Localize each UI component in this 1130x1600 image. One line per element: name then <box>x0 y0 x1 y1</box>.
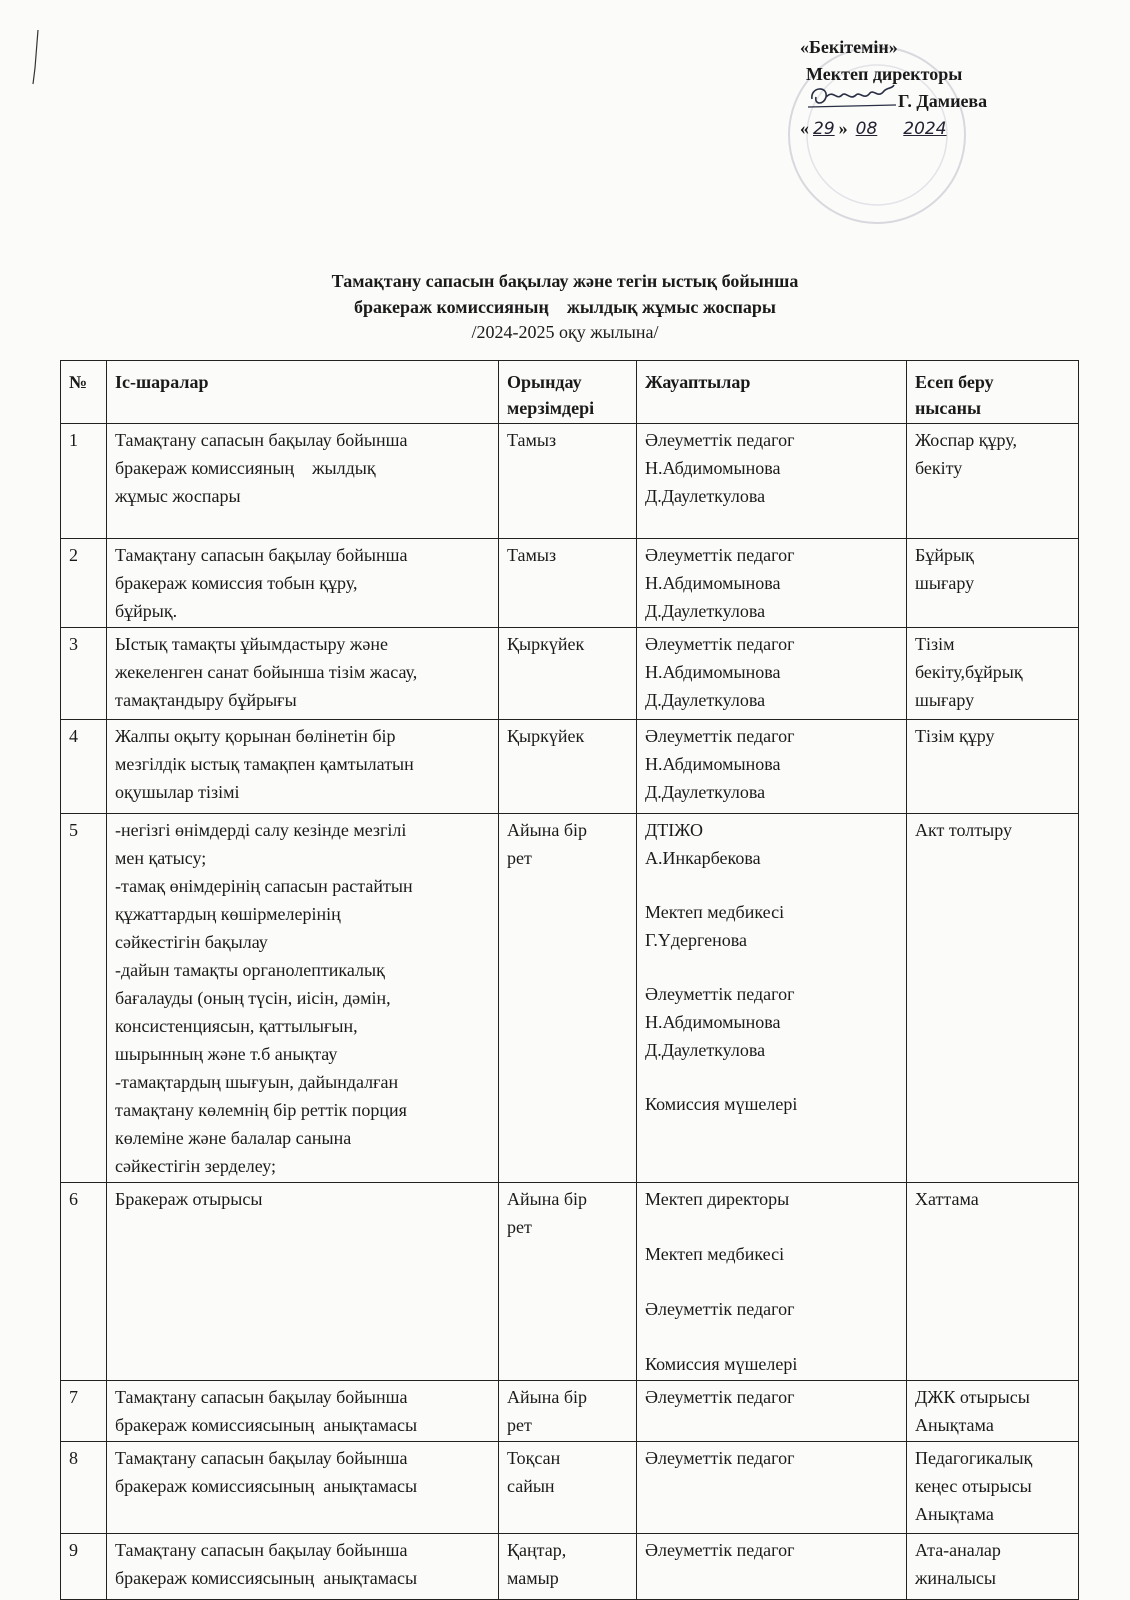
report-line: Жоспар құру, <box>915 430 1017 450</box>
responsible-line: Әлеуметтік педагог <box>645 1299 795 1319</box>
activity-line: консистенциясын, қаттылығын, <box>115 1016 358 1036</box>
report-line: Акт толтыру <box>915 820 1012 840</box>
cell-num: 9 <box>61 1534 107 1600</box>
cell-num: 7 <box>61 1381 107 1442</box>
cell-activity <box>107 1381 499 1442</box>
date-month: 08 <box>855 119 878 139</box>
responsible-line: Әлеуметтік педагог <box>645 1387 795 1407</box>
activity-line: -негізгі өнімдерді салу кезінде мезгілі <box>115 820 407 840</box>
term-line: Айына бір <box>507 820 588 840</box>
header-report-line: нысаны <box>915 398 982 418</box>
header-term-line: мерзімдері <box>507 398 595 418</box>
cell-report <box>907 424 1079 539</box>
header-report <box>907 361 1079 424</box>
activity-line: Ыстық тамақты ұйымдастыру және <box>115 634 388 654</box>
activity-line: құжаттардың көшірмелерінің <box>115 904 341 924</box>
responsible-line: Д.Даулеткулова <box>645 601 766 621</box>
cell-activity <box>107 1534 499 1600</box>
cell-responsible <box>637 1442 907 1534</box>
cell-report <box>907 1183 1079 1381</box>
report-line: жиналысы <box>915 1568 997 1588</box>
responsible-line: А.Инкарбекова <box>645 848 761 868</box>
term-line: Айына бір <box>507 1387 588 1407</box>
responsible-line: Д.Даулеткулова <box>645 1040 766 1060</box>
table-header-row <box>61 361 1079 424</box>
director-title: Мектеп директоры <box>806 64 963 84</box>
activity-line: жекеленген санат бойынша тізім жасау, <box>115 662 418 682</box>
cell-num: 1 <box>61 424 107 539</box>
report-line: Тізім құру <box>915 726 995 746</box>
table-row <box>61 1381 1079 1442</box>
responsible-line: Н.Абдимомынова <box>645 662 781 682</box>
cell-num: 3 <box>61 628 107 720</box>
activity-line: тамақтану көлемнің бір реттік порция <box>115 1100 407 1120</box>
document-title <box>0 268 1130 320</box>
responsible-line: Әлеуметтік педагог <box>645 634 795 654</box>
director-signature-line <box>800 88 1100 115</box>
director-name: Г. Дамиева <box>898 91 988 111</box>
report-line: ДЖК отырысы <box>915 1387 1030 1407</box>
table-row <box>61 720 1079 814</box>
term-line: Тамыз <box>507 545 557 565</box>
approval-block <box>800 34 1100 143</box>
document-year: /2024-2025 оқу жылына/ <box>471 322 659 342</box>
cell-report <box>907 628 1079 720</box>
responsible-line: Д.Даулеткулова <box>645 782 766 802</box>
term-line: Айына бір <box>507 1189 588 1209</box>
activity-line: бракераж комиссиясының анықтамасы <box>115 1476 418 1496</box>
responsible-line: Комиссия мүшелері <box>645 1094 798 1114</box>
activity-line: бағалауды (оның түсін, иісін, дәмін, <box>115 988 391 1008</box>
term-line: сайын <box>507 1476 555 1496</box>
cell-responsible <box>637 1183 907 1381</box>
table-body <box>61 424 1079 1600</box>
report-line: Ата-аналар <box>915 1540 1001 1560</box>
activity-line: мезгілдік ыстық тамақпен қамтылатын <box>115 754 414 774</box>
header-activity: Іс-шаралар <box>107 361 499 424</box>
term-line: рет <box>507 1217 532 1237</box>
activity-line: шырынның және т.б анықтау <box>115 1044 338 1064</box>
report-line: кеңес отырысы <box>915 1476 1032 1496</box>
activity-line: сәйкестігін зерделеу; <box>115 1156 277 1176</box>
report-line: Анықтама <box>915 1504 994 1524</box>
group-spacer <box>645 1213 898 1240</box>
cell-num: 8 <box>61 1442 107 1534</box>
responsible-line: Д.Даулеткулова <box>645 690 766 710</box>
cell-term <box>499 814 637 1183</box>
activity-line: бракераж комиссияның жылдық <box>115 458 376 478</box>
term-line: Тамыз <box>507 430 557 450</box>
cell-activity <box>107 628 499 720</box>
table-row <box>61 1183 1079 1381</box>
activity-line: -тамақ өнімдерінің сапасын растайтын <box>115 876 413 896</box>
term-line: Қаңтар, <box>507 1540 567 1560</box>
date-year: 2024 <box>903 119 947 139</box>
header-term-line: Орындау <box>507 372 582 392</box>
activity-line: сәйкестігін бақылау <box>115 932 268 952</box>
work-plan-table <box>60 360 1079 1600</box>
group-spacer <box>645 954 898 980</box>
activity-line: бракераж комиссия тобын құру, <box>115 573 358 593</box>
cell-activity <box>107 720 499 814</box>
activity-line: Тамақтану сапасын бақылау бойынша <box>115 430 408 450</box>
activity-line: Тамақтану сапасын бақылау бойынша <box>115 545 408 565</box>
pen-mark <box>30 28 40 88</box>
activity-line: -дайын тамақты органолептикалық <box>115 960 385 980</box>
header-responsible: Жауаптылар <box>637 361 907 424</box>
activity-line: бракераж комиссиясының анықтамасы <box>115 1568 418 1588</box>
responsible-line: Мектеп медбикесі <box>645 1244 785 1264</box>
report-line: бекіту,бұйрық <box>915 662 1023 682</box>
activity-line: -тамақтардың шығуын, дайындалған <box>115 1072 399 1092</box>
term-line: Қыркүйек <box>507 726 585 746</box>
handwritten-signature <box>806 89 898 111</box>
table-row <box>61 814 1079 1183</box>
header-num: № <box>61 361 107 424</box>
cell-activity <box>107 539 499 628</box>
activity-line: тамақтандыру бұйрығы <box>115 690 297 710</box>
responsible-line: Әлеуметтік педагог <box>645 726 795 746</box>
activity-line: Тамақтану сапасын бақылау бойынша <box>115 1448 408 1468</box>
report-line: шығару <box>915 690 975 710</box>
cell-num: 4 <box>61 720 107 814</box>
activity-line: көлеміне және балалар санына <box>115 1128 352 1148</box>
title-line-2: бракераж комиссияның жылдық жұмыс жоспары <box>354 297 776 317</box>
cell-responsible <box>637 539 907 628</box>
cell-responsible <box>637 424 907 539</box>
responsible-line: Н.Абдимомынова <box>645 1012 781 1032</box>
approval-heading: «Бекітемін» <box>800 37 898 57</box>
report-line: бекіту <box>915 458 963 478</box>
activity-line: Жалпы оқыту қорынан бөлінетін бір <box>115 726 396 746</box>
cell-report <box>907 1442 1079 1534</box>
responsible-line: Комиссия мүшелері <box>645 1354 798 1374</box>
cell-responsible <box>637 628 907 720</box>
cell-term <box>499 539 637 628</box>
responsible-line: ДТІЖО <box>645 820 703 840</box>
responsible-line: Әлеуметтік педагог <box>645 1540 795 1560</box>
activity-line: Тамақтану сапасын бақылау бойынша <box>115 1540 408 1560</box>
cell-activity <box>107 1183 499 1381</box>
header-report-line: Есеп беру <box>915 372 994 392</box>
cell-report <box>907 539 1079 628</box>
responsible-line: Мектеп медбикесі <box>645 902 785 922</box>
responsible-line: Н.Абдимомынова <box>645 458 781 478</box>
title-line-1: Тамақтану сапасын бақылау және тегін ыстық бойынша <box>331 271 799 291</box>
report-line: Хаттама <box>915 1189 979 1209</box>
cell-num: 2 <box>61 539 107 628</box>
cell-num: 5 <box>61 814 107 1183</box>
responsible-line: Н.Абдимомынова <box>645 754 781 774</box>
group-spacer <box>645 1323 898 1350</box>
date-day: 29 <box>813 119 835 139</box>
group-spacer <box>645 1064 898 1090</box>
group-spacer <box>645 1268 898 1295</box>
table-row <box>61 1442 1079 1534</box>
table-row <box>61 1534 1079 1600</box>
date-close-quote: » <box>838 118 848 138</box>
activity-line: Тамақтану сапасын бақылау бойынша <box>115 1387 408 1407</box>
term-line: рет <box>507 848 532 868</box>
cell-activity <box>107 424 499 539</box>
cell-activity <box>107 1442 499 1534</box>
cell-responsible <box>637 1534 907 1600</box>
cell-term <box>499 720 637 814</box>
date-open-quote: « <box>800 118 809 138</box>
activity-line: жұмыс жоспары <box>115 486 241 506</box>
cell-report <box>907 814 1079 1183</box>
responsible-line: Әлеуметтік педагог <box>645 545 795 565</box>
activity-line: бракераж комиссиясының анықтамасы <box>115 1415 418 1435</box>
cell-term <box>499 1381 637 1442</box>
report-line: Педагогикалық <box>915 1448 1033 1468</box>
responsible-line: Мектеп директоры <box>645 1189 790 1209</box>
responsible-line: Г.Үдергенова <box>645 930 748 950</box>
activity-line: Бракераж отырысы <box>115 1189 263 1209</box>
approval-date <box>800 115 1100 143</box>
cell-term <box>499 424 637 539</box>
cell-activity <box>107 814 499 1183</box>
responsible-line: Әлеуметтік педагог <box>645 430 795 450</box>
report-line: шығару <box>915 573 975 593</box>
cell-report <box>907 1534 1079 1600</box>
cell-report <box>907 720 1079 814</box>
cell-term <box>499 1534 637 1600</box>
table-row <box>61 539 1079 628</box>
term-line: Қыркүйек <box>507 634 585 654</box>
report-line: Бұйрық <box>915 545 974 565</box>
term-line: мамыр <box>507 1568 559 1588</box>
responsible-line: Әлеуметтік педагог <box>645 1448 795 1468</box>
cell-responsible <box>637 720 907 814</box>
report-line: Тізім <box>915 634 955 654</box>
cell-responsible <box>637 814 907 1183</box>
activity-line: оқушылар тізімі <box>115 782 240 802</box>
group-spacer <box>645 872 898 898</box>
table-row <box>61 424 1079 539</box>
cell-report <box>907 1381 1079 1442</box>
term-line: Тоқсан <box>507 1448 561 1468</box>
activity-line: бұйрық. <box>115 601 178 621</box>
cell-term <box>499 1183 637 1381</box>
responsible-line: Д.Даулеткулова <box>645 486 766 506</box>
responsible-line: Әлеуметтік педагог <box>645 984 795 1004</box>
report-line: Анықтама <box>915 1415 994 1435</box>
cell-num: 6 <box>61 1183 107 1381</box>
responsible-line: Н.Абдимомынова <box>645 573 781 593</box>
cell-responsible <box>637 1381 907 1442</box>
header-term <box>499 361 637 424</box>
term-line: рет <box>507 1415 532 1435</box>
cell-term <box>499 628 637 720</box>
table-row <box>61 628 1079 720</box>
activity-line: мен қатысу; <box>115 848 207 868</box>
cell-term <box>499 1442 637 1534</box>
